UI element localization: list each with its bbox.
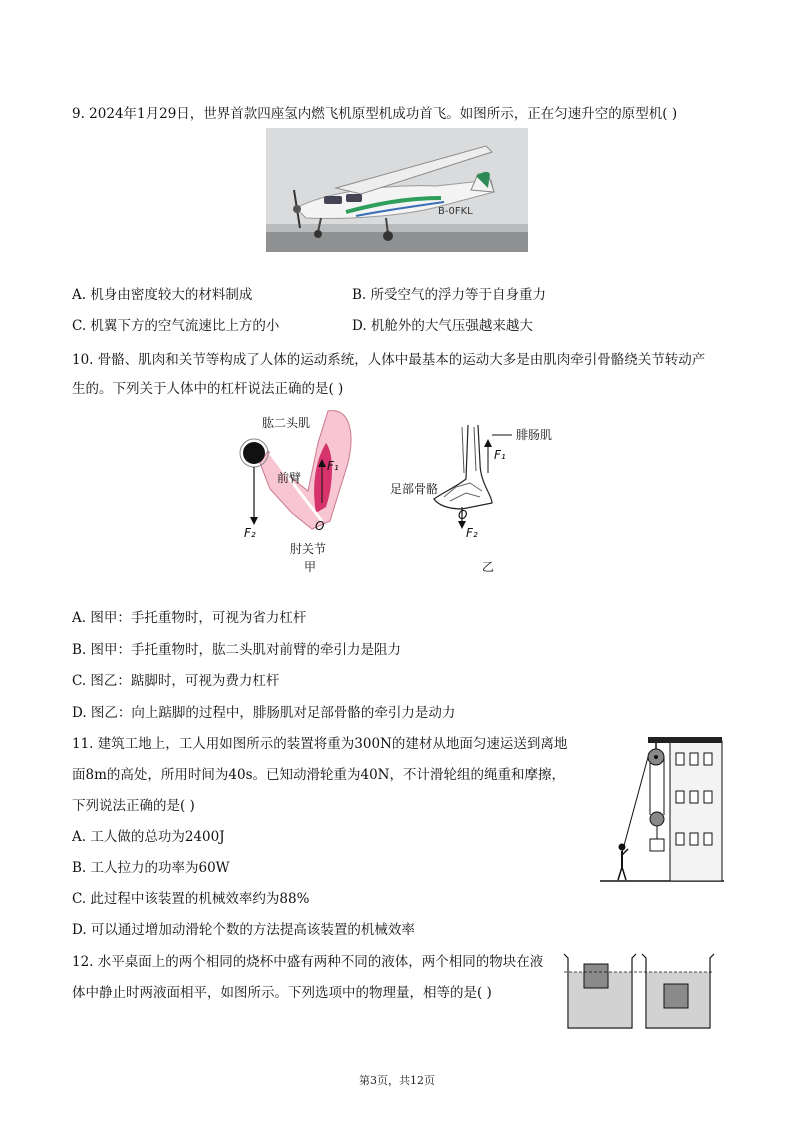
label-gastrocnemius: 腓肠肌 bbox=[516, 428, 553, 442]
label-biceps: 肱二头肌 bbox=[262, 416, 311, 430]
label-yi-f1: F₁ bbox=[494, 448, 506, 462]
q9-option-d: D. 机舱外的大气压强越来越大 bbox=[352, 318, 533, 334]
q10-option-c: C. 图乙：踮脚时，可视为费力杠杆 bbox=[72, 673, 280, 689]
label-foot-bone: 足部骨骼 bbox=[390, 482, 439, 496]
caption-jia: 甲 bbox=[304, 560, 317, 574]
q12-stem-line1: 12. 水平桌面上的两个相同的烧杯中盛有两种不同的液体，两个相同的物块在液 bbox=[72, 954, 544, 970]
label-jia-o: O bbox=[315, 519, 325, 533]
q11-option-a: A. 工人做的总功为2400J bbox=[72, 829, 225, 845]
page-footer: 第3页，共12页 bbox=[359, 1074, 435, 1087]
q11-stem-line1: 11. 建筑工地上，工人用如图所示的装置将重为300N的建材从地面匀速运送到离地 bbox=[72, 736, 568, 752]
q10-option-b: B. 图甲：手托重物时，肱二头肌对前臂的牵引力是阻力 bbox=[72, 642, 402, 658]
q11-option-b: B. 工人拉力的功率为60W bbox=[72, 860, 230, 876]
label-forearm: 前臂 bbox=[277, 471, 302, 485]
q10-stem-line2: 生的。下列关于人体中的杠杆说法正确的是( ) bbox=[72, 381, 344, 397]
q11-stem-line3: 下列说法正确的是( ) bbox=[72, 798, 195, 814]
label-yi-f2: F₂ bbox=[466, 526, 478, 540]
q9-option-c: C. 机翼下方的空气流速比上方的小 bbox=[72, 318, 280, 334]
figure-yi-foot bbox=[434, 425, 512, 529]
q9-stem: 9. 2024年1月29日，世界首款四座氢内燃飞机原型机成功首飞。如图所示，正在匀速升空的原型机( ) bbox=[72, 106, 678, 122]
beakers-figure bbox=[560, 946, 716, 1032]
q11-stem-line2: 面8m的高处，所用时间为40s。已知动滑轮重为40N，不计滑轮组的绳重和摩擦， bbox=[72, 767, 565, 783]
q10-stem-line1: 10. 骨骼、肌肉和关节等构成了人体的运动系统，人体中最基本的运动大多是由肌肉牵引骨骼绕关节转动产 bbox=[72, 352, 706, 368]
lever-figures bbox=[230, 403, 575, 580]
q12-stem-line2: 体中静止时两液面相平，如图所示。下列选项中的物理量，相等的是( ) bbox=[72, 985, 492, 1001]
airplane-registration: B-0FKL bbox=[438, 206, 473, 217]
q10-option-d: D. 图乙：向上踮脚的过程中，腓肠肌对足部骨骼的牵引力是动力 bbox=[72, 705, 456, 721]
label-elbow: 肘关节 bbox=[290, 542, 327, 556]
q11-option-d: D. 可以通过增加动滑轮个数的方法提高该装置的机械效率 bbox=[72, 922, 415, 938]
q9-option-a: A. 机身由密度较大的材料制成 bbox=[72, 287, 253, 303]
q10-option-a: A. 图甲：手托重物时，可视为省力杠杆 bbox=[72, 610, 307, 626]
q9-option-b: B. 所受空气的浮力等于自身重力 bbox=[352, 287, 547, 303]
q11-option-c: C. 此过程中该装置的机械效率约为88% bbox=[72, 891, 310, 907]
caption-yi: 乙 bbox=[482, 560, 495, 574]
label-yi-o: O bbox=[458, 508, 468, 522]
airplane-photo bbox=[266, 128, 528, 252]
label-jia-f2: F₂ bbox=[244, 526, 256, 540]
pulley-building-figure bbox=[600, 735, 724, 883]
label-jia-f1: F₁ bbox=[327, 459, 339, 473]
